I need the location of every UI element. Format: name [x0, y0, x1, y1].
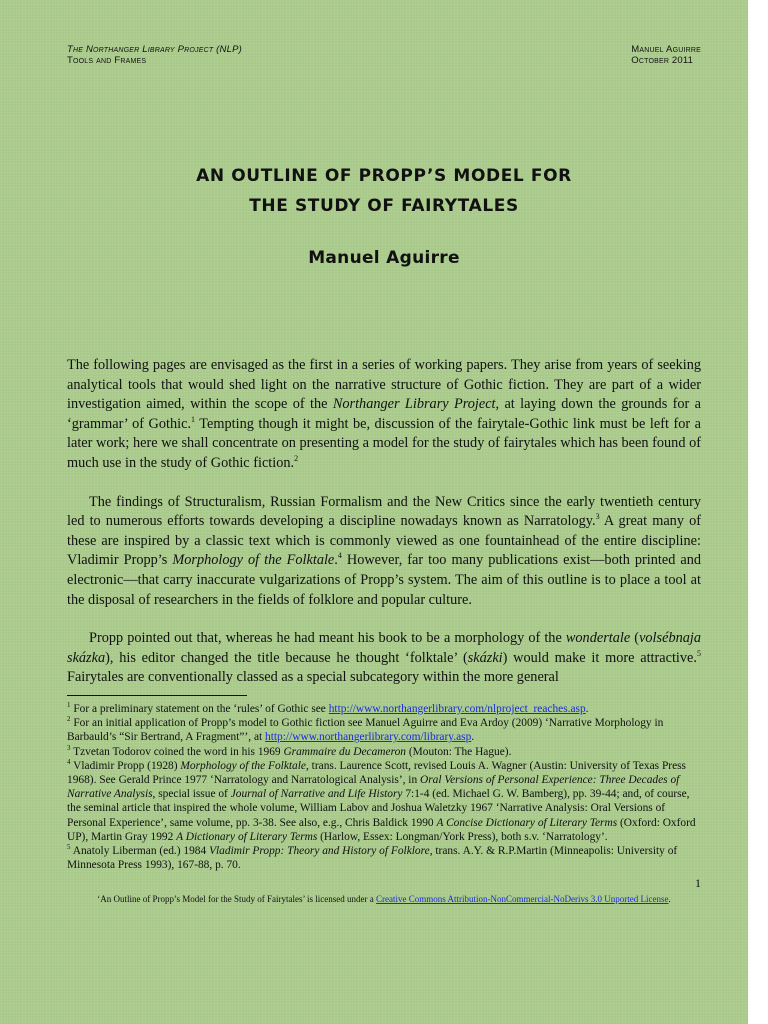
paragraph-1: The following pages are envisaged as the first in a series of working papers. They arise from years of seeking analytical tools that would shed light on the narrative structure of Gothic fiction. They are part of a wider investigation aimed, within the scope of the Northanger Library Project, at laying down the grounds for a ‘grammar’ of Gothic.$^1$ Tempting though it might be, discussion of the fairytale-Gothic link must be left for a later work; here we shall concentrate on presenting a model for the study of fairytales which has been found of much use in the study of Gothic fiction.$^2$ [67, 357, 702, 471]
footnote-2-link[interactable]: http://www.northangerlibrary.com/library.asp [265, 731, 472, 744]
body-text [67, 356, 701, 688]
title-line-1: AN OUTLINE OF PROPP’S MODEL FOR [196, 166, 572, 186]
footnote-5: $^5$ Anatoly Liberman (ed.) 1984 Vladimir Propp: Theory and History of Folklore, trans. A.Y. & R.P.Martin (Minneapolis: University of Minnesota Press 1993), 167-88, p. 70. [67, 843, 678, 872]
page-edge [748, 0, 768, 1024]
footnote-1: $^1$ For a preliminary statement on the ‘rules’ of Gothic see http://www.northangerlibrary.com/nlproject_reaches.asp. [67, 701, 589, 715]
header-series: Tools and Frames [67, 55, 147, 66]
running-header [67, 44, 701, 66]
page-title [67, 161, 701, 221]
paragraph-2: The findings of Structuralism, Russian Formalism and the New Critics since the early twentieth century led to numerous efforts towards developing a discipline nowadays known as Narratology.$^3$ A great many of these are inspired by a classic text which is commonly viewed as one fountainhead of the entire discipline: Vladimir Propp’s Morphology of the Folktale.$^4$ However, far too many publications exist—both printed and electronic—that carry inaccurate vulgarizations of Propp’s system. The aim of this outline is to place a tool at the disposal of researchers in the fields of folklore and popular culture. [67, 493, 702, 608]
header-author: Manuel Aguirre [631, 44, 701, 55]
author-name: Manuel Aguirre [308, 248, 460, 268]
footnote-ref-1[interactable]: 1 [191, 415, 196, 425]
document-page [67, 44, 701, 905]
footnote-ref-5[interactable]: 5 [696, 648, 701, 658]
footnote-4: $^4$ Vladimir Propp (1928) Morphology of the Folktale, trans. Laurence Scott, revised Louis A. Wagner (Austin: University of Texas Press 1968). See Gerald Prince 1977 ‘Narratology and Narratological Analysis’, in Oral Versions of Personal Experience: Three Decades of Narrative Analysis, special issue of Journal of Narrative and Life History 7:1-4 (ed. Michael G. W. Bamberg), pp. 39-44; and, of course, the seminal article that inspired the whole volume, William Labov and Joshua Waletzky 1967 ‘Narrative Analysis: Oral Versions of Personal Experience’, same volume, pp. 3-38. See also, e.g., Chris Baldick 1990 A Concise Dictionary of Literary Terms (Oxford: Oxford UP), Martin Gray 1992 A Dictionary of Literary Terms (Harlow, Essex: Longman/York Press), both s.v. ‘Narratology’. [67, 757, 696, 843]
footnote-1-link[interactable]: http://www.northangerlibrary.com/nlproject_reaches.asp [328, 702, 586, 715]
header-left [67, 44, 242, 66]
footnote-ref-3[interactable]: 3 [595, 512, 600, 522]
footnote-divider [67, 695, 247, 696]
footnotes [67, 702, 701, 872]
footnote-3: $^3$ Tzvetan Todorov coined the word in his 1969 Grammaire du Decameron (Mouton: The Hague). [67, 743, 512, 758]
header-right [631, 44, 701, 66]
footnote-ref-2[interactable]: 2 [294, 454, 299, 464]
paragraph-3: Propp pointed out that, whereas he had meant his book to be a morphology of the wondertale (volsébnaja skázka), his editor changed the title because he thought ‘folktale’ (skázki) would make it more attractive.$^5$ Fairytales are conventionally classed as a special subcategory within the more general [67, 630, 702, 686]
footnote-ref-4[interactable]: 4 [337, 551, 342, 561]
footnote-2: $^2$ For an initial application of Propp’s model to Gothic fiction see Manuel Aguirre and Eva Ardoy (2009) ‘Narrative Morphology in Barbauld’s “Sir Bertrand, A Fragment”’, at http://www.northangerlibrary.com/library.asp. [67, 715, 664, 744]
page-number: 1 [695, 876, 701, 891]
license-link[interactable]: Creative Commons Attribution-NonCommercial-NoDerivs 3.0 Unported License [376, 894, 669, 905]
license-notice: ‘An Outline of Propp’s Model for the Study of Fairytales’ is licensed under a Creative Commons Attribution-NonCommercial-NoDerivs 3.0 Unported License. [97, 894, 671, 905]
header-date: October 2011 [631, 55, 694, 66]
header-project-name: The Northanger Library Project (NLP) [67, 44, 242, 55]
title-line-2: THE STUDY OF FAIRYTALES [249, 196, 519, 216]
